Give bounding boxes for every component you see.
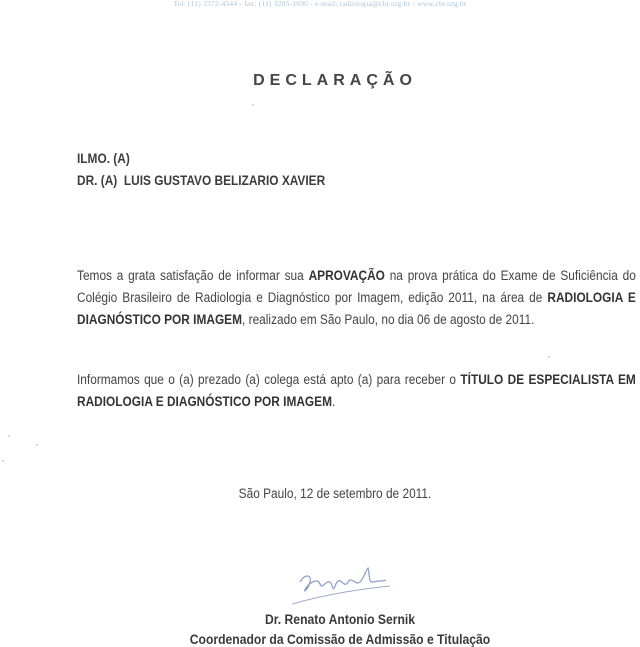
scan-speck: [8, 435, 10, 437]
p1-text-2: na prova prática do Exame de Suficiência do Colégio Brasileiro de Radiologia e Diagnóstico por Imagem, edição 2011, na área de: [77, 268, 636, 305]
place-and-date: São Paulo, 12 de setembro de 2011.: [238, 486, 432, 501]
signature-icon: [290, 560, 400, 610]
p2-text-1: Informamos que o (a) prezado (a) colega está apto (a) para receber o: [77, 372, 461, 387]
p1-text-3: , realizado em São Paulo, no dia 06 de agosto de 2011.: [242, 312, 535, 327]
addressee-block: [77, 148, 325, 192]
signer-role: Coordenador da Comissão de Admissão e Titulação: [189, 632, 491, 647]
approval-status: APROVAÇÃO: [308, 268, 385, 283]
specialist-title: TÍTULO DE ESPECIALISTA EM RADIOLOGIA E DIAGNÓSTICO POR IMAGEM: [77, 372, 636, 409]
letterhead-contact-line: Tel: (11) 3372-4544 - fax: (11) 3285-1690 - e-mail: radiologia@cbr.org.br - www.cbr.org.br: [173, 0, 467, 8]
scan-speck: [252, 104, 254, 106]
p2-text-2: .: [331, 394, 336, 409]
addressee-name: DR. (A) LUIS GUSTAVO BELIZARIO XAVIER: [77, 173, 326, 188]
approval-paragraph: [77, 265, 636, 331]
scan-speck: [36, 444, 38, 446]
scan-speck: [548, 356, 550, 358]
p1-text-1: Temos a grata satisfação de informar sua: [77, 268, 309, 283]
addressee-salutation: ILMO. (A): [77, 151, 130, 166]
title-paragraph: [77, 369, 636, 413]
specialty-area: RADIOLOGIA E DIAGNÓSTICO POR IMAGEM: [77, 290, 636, 327]
document-title: DECLARAÇÃO: [253, 72, 417, 89]
signer-name: Dr. Renato Antonio Sernik: [264, 612, 416, 627]
scan-speck: [2, 460, 4, 462]
